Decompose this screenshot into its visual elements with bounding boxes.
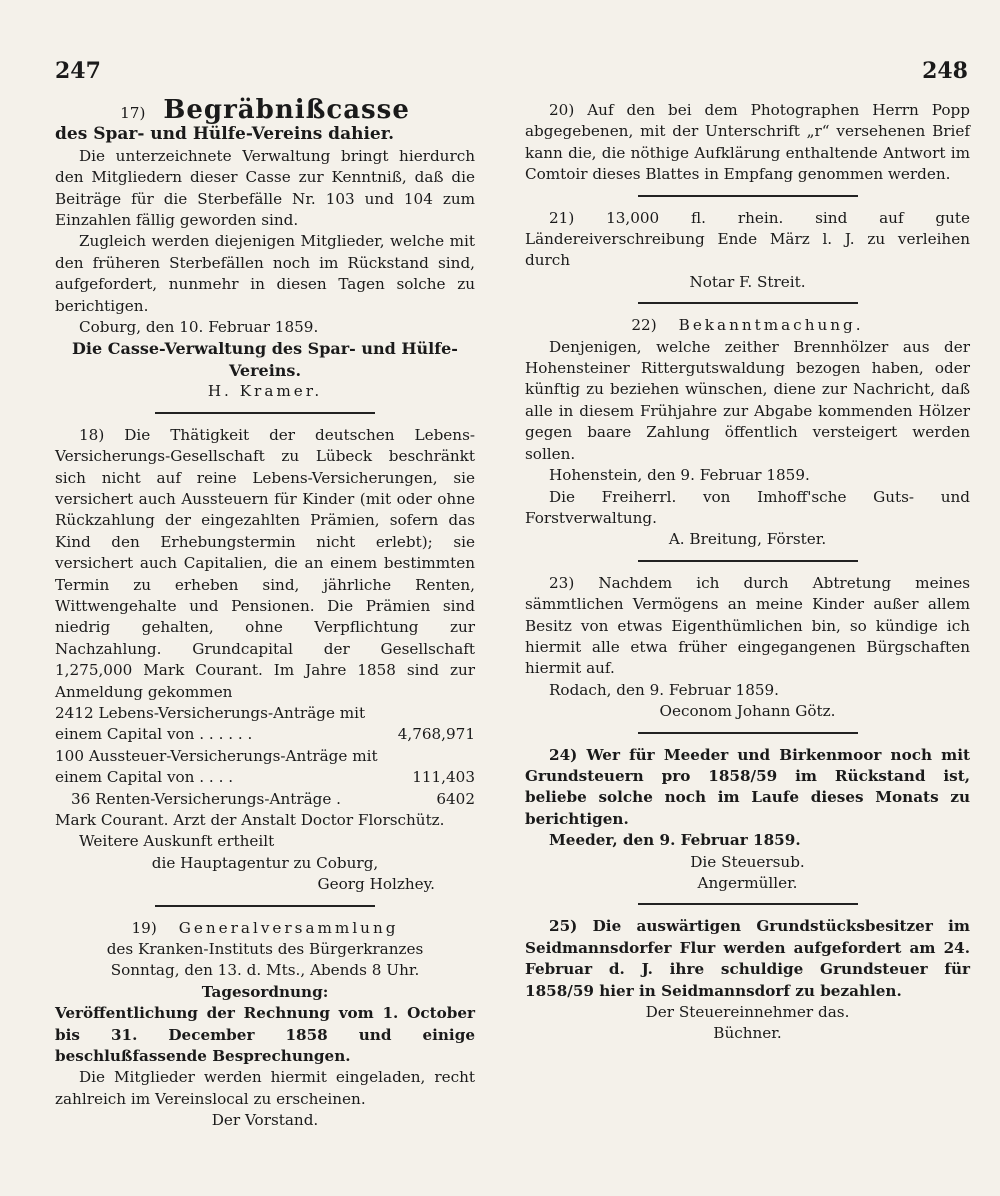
notice-subtitle: des Spar- und Hülfe-Vereins dahier. (55, 124, 395, 145)
right-column (525, 100, 970, 1051)
divider (155, 412, 375, 414)
notice-25: 25) Die auswärtigen Grundstücksbesitzer im Seidmannsdorfer Flur werden aufgefordert am 24. Februar d. J. ihre schuldige Grundsteuer für 1858/59 hier in Seidmannsdorf zu bezahlen. Der Steuereinnehmer das. Büchner. (525, 916, 970, 1044)
notice-19: 19) Generalversammlung des Kranken-Instituts des Bürgerkranzes Sonntag, den 13. d. Mts., Abends 8 Uhr. Tagesordnung: Veröffentlichung der Rechnung vom 1. October bis 31. December 1858 und einige beschlußfassende Besprechungen. Die Mitglieder werden hiermit eingeladen, recht zahlreich im Vereinslocal zu erscheinen. Der Vorstand. (55, 918, 475, 1132)
notice-title: Bekanntmachung. (678, 316, 864, 335)
divider (638, 302, 858, 304)
divider (638, 732, 858, 734)
signature-name: A. Breitung, Förster. (668, 530, 827, 549)
signature-name: Notar F. Streit. (689, 272, 806, 291)
signature-name: Büchner. (713, 1024, 782, 1043)
divider (638, 195, 858, 197)
paragraph: Zugleich werden diejenigen Mitglieder, welche mit den früheren Sterbefällen noch im Rückstand sind, aufgefordert, nunmehr in diesen Tagen solche zu berichtigen. (55, 232, 475, 315)
notice-24: 24) Wer für Meeder und Birkenmoor noch mit Grundsteuern pro 1858/59 im Rückstand ist, beliebe solche noch im Laufe dieses Monats zu berichtigen. Meeder, den 9. Februar 1859. Die Steuersub. Angermüller. (525, 745, 970, 895)
notice-22: 22) Bekanntmachung. Denjenigen, welche zeither Brennhölzer aus der Hohensteiner Rittergutswaldung bezogen haben, oder künftig zu beziehen wünschen, diene zur Nachricht, daß alle in diesem Frühjahre zur Abgabe kommenden Hölzer gegen baare Zahlung öffentlich versteigert werden sollen. Hohenstein, den 9. Februar 1859. Die Freiherrl. von Imhoff'sche Guts- und Forstverwaltung. A. Breitung, Förster. (525, 315, 970, 550)
signature-name: Oeconom Johann Götz. (659, 702, 836, 721)
signature-name: H. Kramer. (207, 382, 323, 401)
paragraph: Die unterzeichnete Verwaltung bringt hierdurch den Mitgliedern dieser Casse zur Kenntniß, daß die Beiträge für die Sterbefälle Nr. 103 und 104 zum Einzahlen fällig geworden sind. (55, 146, 475, 230)
signature-name: Georg Holzhey. (317, 875, 435, 894)
stat-row: 100 Aussteuer-Versicherungs-Anträge mit einem Capital von . . . . 111,403 (55, 746, 475, 787)
paragraph: Weitere Auskunft ertheilt (79, 832, 275, 851)
notice-23: 23) Nachdem ich durch Abtretung meines sämmtlichen Vermögens an meine Kinder außer allem Besitz von etwas Eigenthümlichen bin, so kündige ich hiermit alle etwa früher eingegangenen Bürgschaften hiermit auf. Rodach, den 9. Februar 1859. Oeconom Johann Götz. (525, 573, 970, 723)
notice-title: Begräbnißcasse (163, 95, 410, 125)
notice-21: 21) 13,000 fl. rhein. sind auf gute Ländereiverschreibung Ende März l. J. zu verleihen durch Notar F. Streit. (525, 208, 970, 294)
left-column (55, 95, 475, 1138)
signature-org: Die Casse-Verwaltung des Spar- und Hülfe-Vereins. (72, 339, 458, 380)
notice-20: 20) Auf den bei dem Photographen Herrn Popp abgegebenen, mit der Unterschrift „r“ versehenen Brief kann die, die nöthige Aufklärung enthaltende Antwort im Comtoir dieses Blattes in Empfang genommen werden. (525, 101, 970, 184)
signature-name: Angermüller. (697, 874, 798, 892)
notice-title: Generalversammlung (178, 918, 399, 937)
notice-18 (55, 425, 475, 896)
signature-name: Der Vorstand. (211, 1111, 319, 1130)
divider (638, 903, 858, 905)
notice-number: 17) (120, 104, 146, 122)
stat-row: 2412 Lebens-Versicherungs-Anträge mit einem Capital von . . . . . . 4,768,971 (55, 703, 475, 744)
paragraph: die Hauptagentur zu Coburg, (151, 853, 379, 872)
stat-row: 36 Renten-Versicherungs-Anträge . 6402 (71, 789, 475, 808)
date-line: Coburg, den 10. Februar 1859. (79, 318, 319, 337)
paragraph: Mark Courant. Arzt der Anstalt Doctor Florschütz. (55, 811, 445, 829)
paragraph: 18) Die Thätigkeit der deutschen Lebens-Versicherungs-Gesellschaft zu Lübeck beschränkt sich nicht auf reine Lebens-Versicherungen, sie versichert auch Aussteuern für Kinder (mit oder ohne Rückzahlung der eingezahlten Prämien, sofern das Kind den Erhebungstermin nicht erlebt); sie versichert auch Capitalien, die an einem bestimmten Termin zu erheben sind, jährliche Renten, Wittwengehalte und Pensionen. Die Prämien sind niedrig gehalten, ohne Verpflichtung zur Nachzahlung. Grundcapital der Gesellschaft 1,275,000 Mark Courant. Im Jahre 1858 sind zur Anmeldung gekommen (55, 425, 475, 701)
notice-17 (55, 95, 475, 403)
page-number-left: 247 (55, 58, 101, 84)
divider (155, 905, 375, 907)
page-number-right: 248 (922, 58, 968, 84)
divider (638, 560, 858, 562)
